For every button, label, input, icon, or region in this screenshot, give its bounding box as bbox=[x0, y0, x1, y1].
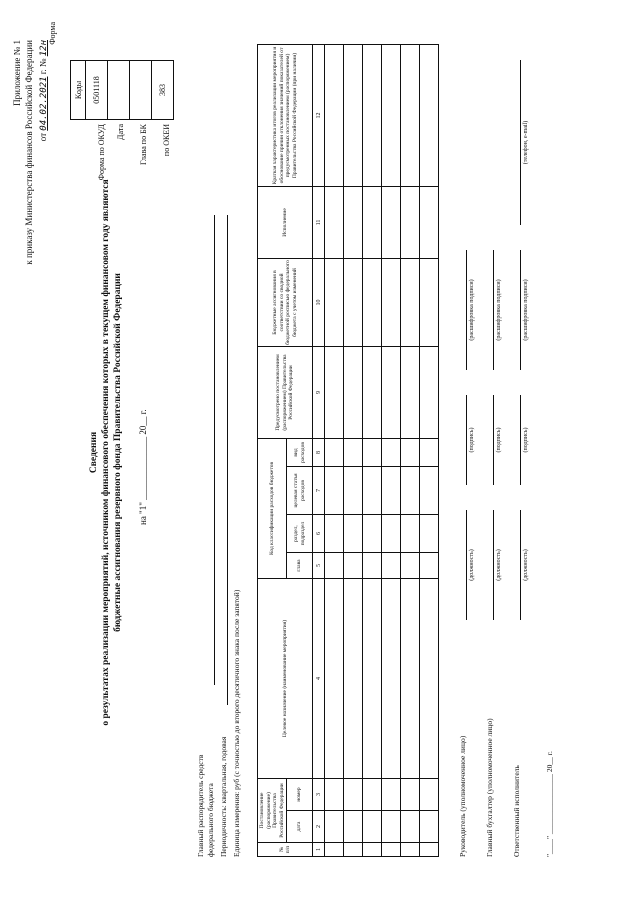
manager-label2: федерального бюджета bbox=[206, 783, 215, 857]
sign-date-year: 20 bbox=[545, 764, 554, 773]
bk-label: Глава по БК bbox=[139, 124, 148, 165]
col-index: 12 bbox=[313, 44, 325, 186]
sig-executor-label: Ответственный исполнитель bbox=[512, 765, 521, 857]
col-index: 1 bbox=[313, 843, 325, 857]
col-vr: вид расходов bbox=[287, 438, 313, 466]
main-table bbox=[257, 44, 439, 857]
manager-label1: Главный распорядитель средств bbox=[196, 754, 205, 857]
sig-acc-position-cap: (должность) bbox=[496, 549, 502, 581]
sig-head-label: Руководитель (уполномоченное лицо) bbox=[458, 735, 467, 857]
okei-label: по ОКЕИ bbox=[162, 124, 171, 157]
sign-date-suffix: г. bbox=[545, 751, 554, 756]
periodicity: Периодичность: квартальная, годовая bbox=[219, 736, 228, 857]
col-decree: Постановление (распоряжение) Правительства Российской Федерации bbox=[258, 779, 287, 843]
col-planned: Предусмотрено постановлением (распоряжением) Правительства Российской Федерации bbox=[258, 346, 313, 438]
sig-acc-signature-cap: (подпись) bbox=[496, 427, 502, 453]
doc-title-line1: о результатах реализации мероприятий, источником финансового обеспечения которых в текущем финансовом году являются bbox=[101, 179, 111, 726]
sig-exec-position-cap: (должность) bbox=[523, 549, 529, 581]
col-brief: Краткая характеристика итогов реализации мероприятия и обоснование причин отклонения значений показателей от предусмотренных постановлением (распоряжением) Правительства Российской Федерации (при наличии) bbox=[258, 44, 313, 186]
col-index: 8 bbox=[313, 438, 325, 466]
okud-value: 0501118 bbox=[86, 61, 108, 120]
doc-title-line2: бюджетные ассигнования резервного фонда Правительства Российской Федерации bbox=[113, 273, 123, 632]
appendix-date-value: 04.02.2021 bbox=[39, 76, 49, 131]
sig-head-decoding-line bbox=[466, 250, 467, 370]
doc-heading: Сведения bbox=[89, 431, 99, 474]
sig-acc-signature-line bbox=[493, 395, 494, 485]
sig-head-signature-cap: (подпись) bbox=[469, 427, 475, 453]
sig-acc-position-line bbox=[493, 510, 494, 620]
col-index: 5 bbox=[313, 553, 325, 579]
col-execution: Исполнение bbox=[258, 186, 313, 258]
date-label: Дата bbox=[116, 124, 125, 140]
sig-exec-signature-cap: (подпись) bbox=[523, 427, 529, 453]
manager-line bbox=[214, 215, 215, 685]
okei-value: 383 bbox=[152, 61, 174, 120]
sig-accountant-label: Главный бухгалтер (уполномоченное лицо) bbox=[485, 718, 494, 857]
sig-exec-position-line bbox=[520, 510, 521, 620]
sig-head-position-cap: (должность) bbox=[469, 549, 475, 581]
bk-value bbox=[130, 61, 152, 120]
sig-acc-decoding-line bbox=[493, 250, 494, 370]
appendix-number-prefix: г. № bbox=[38, 58, 48, 75]
okud-label: Форма по ОКУД bbox=[97, 124, 106, 181]
appendix-line1: Приложение № 1 bbox=[12, 40, 22, 106]
col-index: 10 bbox=[313, 258, 325, 346]
sig-exec-decoding-line bbox=[520, 250, 521, 370]
table-row bbox=[363, 44, 382, 856]
col-date: дата bbox=[287, 811, 313, 843]
col-index: 4 bbox=[313, 579, 325, 779]
col-index: 2 bbox=[313, 811, 325, 843]
col-index: 3 bbox=[313, 779, 325, 811]
col-index: 11 bbox=[313, 186, 325, 258]
col-csr: целевая статья расходов bbox=[287, 467, 313, 515]
appendix-date-prefix: от bbox=[38, 132, 48, 142]
sign-date-close: " bbox=[545, 835, 554, 839]
codes-header: Коды bbox=[71, 61, 86, 120]
table-row bbox=[382, 44, 401, 856]
report-date-prefix: на "1" bbox=[138, 502, 148, 525]
sig-head-signature-line bbox=[466, 395, 467, 485]
col-razdel: раздел, подраздел bbox=[287, 515, 313, 553]
sig-head-decoding-cap: (расшифровка подписи) bbox=[469, 279, 475, 341]
table-row bbox=[420, 44, 439, 856]
table-row bbox=[344, 44, 363, 856]
sign-date-open: " bbox=[545, 853, 554, 857]
report-date-year: 20 bbox=[138, 425, 148, 435]
codes-table bbox=[70, 60, 174, 120]
sig-exec-decoding-cap: (расшифровка подписи) bbox=[523, 279, 529, 341]
report-date: на "1" ______________ 20__ г. bbox=[138, 409, 148, 525]
form-label: Форма bbox=[48, 22, 57, 45]
appendix-line2: к приказу Министерства финансов Российской Федерации bbox=[24, 40, 34, 265]
appendix-number-value: 12н bbox=[39, 40, 49, 57]
col-index: 6 bbox=[313, 515, 325, 553]
unit: Единица измерения: руб (с точностью до второго десятичного знака после запятой) bbox=[232, 589, 241, 857]
sign-date: "____" ________________ 20__ г. bbox=[545, 751, 554, 857]
column-numbers-row bbox=[313, 44, 325, 856]
sig-head-position-line bbox=[466, 510, 467, 620]
col-index: 9 bbox=[313, 346, 325, 438]
col-number: номер bbox=[287, 779, 313, 811]
sig-exec-signature-line bbox=[520, 395, 521, 485]
sig-acc-decoding-cap: (расшифровка подписи) bbox=[496, 279, 502, 341]
report-date-suffix: г. bbox=[138, 409, 148, 415]
col-classification: Код классификации расходов бюджетов bbox=[258, 438, 287, 578]
sig-exec-contact-cap: (телефон, e-mail) bbox=[523, 120, 529, 165]
col-purpose: Целевое назначение (наименование мероприятия) bbox=[258, 579, 313, 779]
sig-exec-contact-line bbox=[520, 60, 521, 225]
col-index: 7 bbox=[313, 467, 325, 515]
table-row bbox=[401, 44, 420, 856]
col-num: № п/п bbox=[258, 843, 313, 857]
appendix-date-line bbox=[38, 40, 50, 141]
col-assignments: Бюджетные ассигнования в соответствии со сводной бюджетной росписью федерального бюджета с учетом изменений bbox=[258, 258, 313, 346]
table-row bbox=[325, 44, 344, 856]
date-value bbox=[108, 61, 130, 120]
periodicity-line bbox=[227, 215, 228, 705]
col-glava: глава bbox=[287, 553, 313, 579]
